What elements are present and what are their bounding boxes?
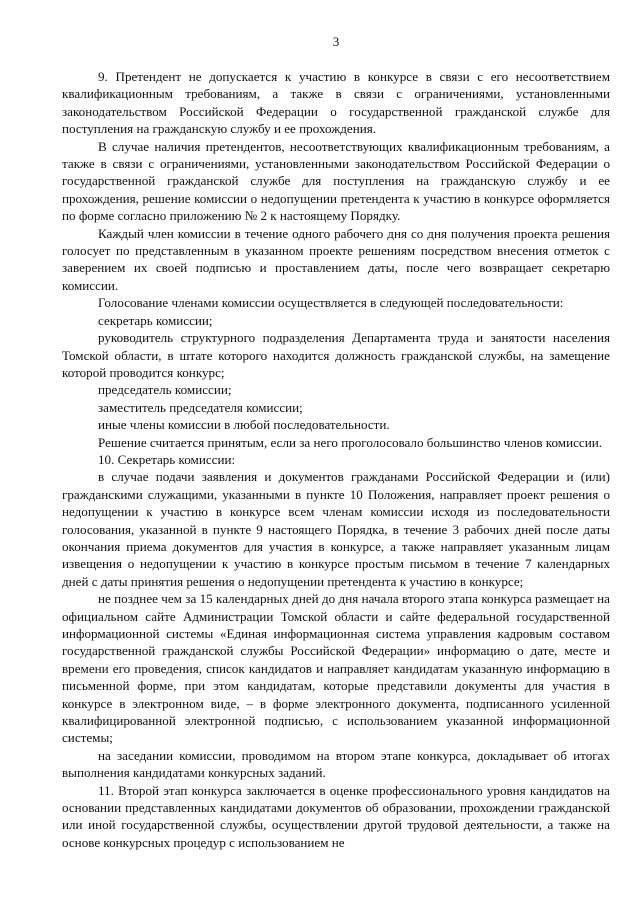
list-item-other-members: иные члены комиссии в любой последовательности. xyxy=(98,417,390,433)
paragraph-9-case: В случае наличия претендентов, несоответствующих квалификационным требованиям, а также в связи с ограничениями, установленными законодательством Российской Федерации о государственной гражданской службе для поступления на гражданскую службу и ее прохождения, решение комиссии о недопущении претендента к участию в конкурсе оформляется по форме согласно приложению № 2 к настоящему Порядку. xyxy=(62,138,610,224)
paragraph-10-heading: 10. Секретарь комиссии: xyxy=(98,451,236,467)
list-item-deputy-chairman: заместитель председателя комиссии; xyxy=(98,399,303,415)
paragraph-11: 11. Второй этап конкурса заключается в оценке профессионального уровня кандидатов на основании представленных кандидатами документов об образовании, прохождении гражданской или иной государственной службы, осуществлении другой трудовой деятельности, а также на основе конкурсных процедур с использованием не xyxy=(62,782,610,850)
page-number: 3 xyxy=(332,34,340,49)
paragraph-10-publication: не позднее чем за 15 календарных дней до дня начала второго этапа конкурса размещает на официальном сайте Администрации Томской области и сайте федеральной государственной информационной системы «Единая информационная система управления кадровым составом государственной гражданской службы Российской Федерации» информацию о дате, месте и времени его проведения, список кандидатов и направляет кандидатам указанную информацию в письменной форме, при этом кандидатам, которые представили документы для участия в конкурсе в электронном виде, – в форме электронного документа, подписанного усиленной квалифицированной электронной подписью, с использованием указанной информационной системы; xyxy=(62,591,610,746)
list-item-chairman: председатель комиссии; xyxy=(98,382,232,398)
paragraph-voting-deadline: Каждый член комиссии в течение одного рабочего дня со дня получения проекта решения голосует по представленным в указанном проекте решениям посредством внесения отметок с заверением их своей подписью и проставлением даты, после чего возвращает секретарю комиссии. xyxy=(62,225,610,293)
paragraph-10-report: на заседании комиссии, проводимом на втором этапе конкурса, докладывает об итогах выполнения кандидатами конкурсных заданий. xyxy=(62,747,610,781)
list-item-secretary: секретарь комиссии; xyxy=(98,312,213,328)
paragraph-decision-rule: Решение считается принятым, если за него проголосовало большинство членов комиссии. xyxy=(98,434,602,450)
paragraph-10-submission: в случае подачи заявления и документов гражданами Российской Федерации и (или) гражданскими служащими, указанными в пункте 10 Положения, направляет проект решения о недопущении к участию в конкурсе всем членам комиссии исходя из последовательности голосования, указанной в пункте 9 настоящего Порядка, в течение 3 рабочих дней после даты окончания приема документов для участия в конкурсе, а также направляет указанным лицам извещения о недопущении к участию в конкурсе простым письмом в течение 7 календарных дней с даты принятия решения о недопущении претендента к участию в конкурсе; xyxy=(62,469,610,589)
paragraph-voting-order: Голосование членами комиссии осуществляется в следующей последовательности: xyxy=(98,295,564,311)
document-page xyxy=(62,34,610,851)
list-item-department-head: руководитель структурного подразделения Департамента труда и занятости населения Томской области, в штате которого находится должность гражданской службы, на замещение которой проводится конкурс; xyxy=(62,330,610,380)
paragraph-9: 9. Претендент не допускается к участию в конкурсе в связи с его несоответствием квалификационным требованиям, а также в связи с ограничениями, установленными законодательством Российской Федерации о государственной гражданской службе для поступления на гражданскую службу и ее прохождения. xyxy=(62,69,610,137)
